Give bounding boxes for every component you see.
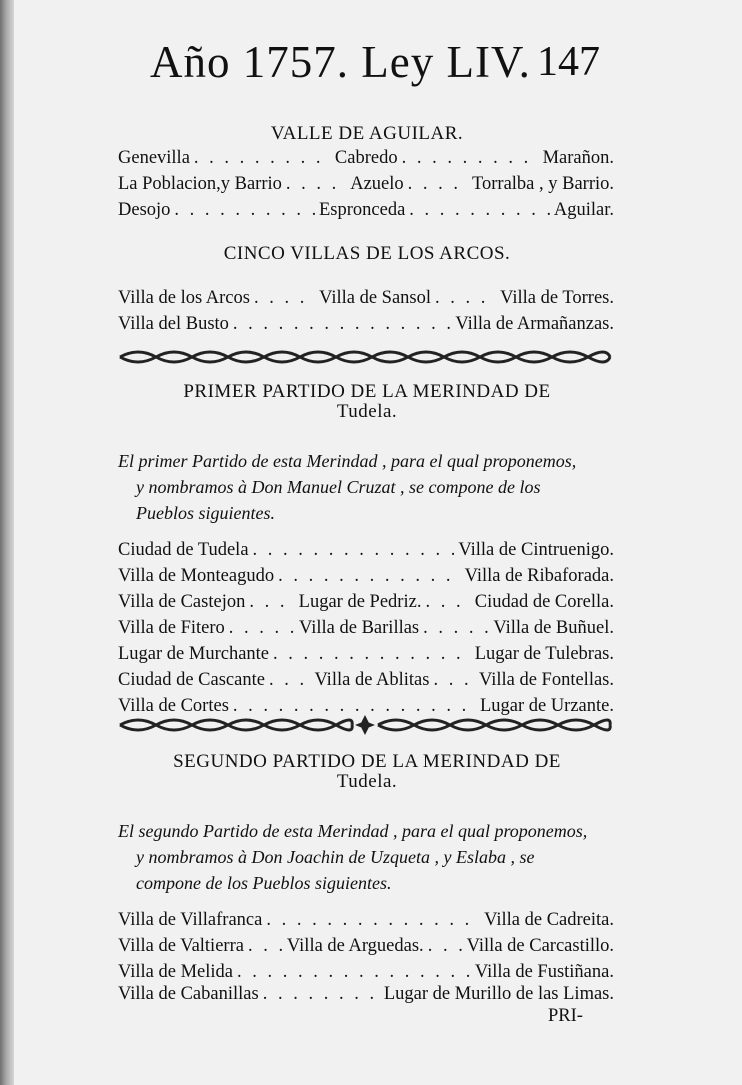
- list-entry: Aguilar.: [553, 200, 614, 220]
- list-row: [118, 314, 614, 340]
- list-entry: Espronceda: [319, 200, 406, 220]
- list-row: [118, 618, 614, 644]
- intro-line: El segundo Partido de esta Merindad , para el qual proponemos,: [118, 821, 588, 841]
- list-row: [118, 592, 614, 618]
- intro-line: compone de los Pueblos siguientes.: [136, 873, 392, 893]
- list-entry: Villa del Busto: [118, 314, 229, 334]
- list-entry: Torralba , y Barrio.: [471, 174, 615, 194]
- list-entry: Cabredo: [334, 148, 398, 168]
- section-heading-valle-de-aguilar: VALLE DE AGUILAR.: [270, 123, 464, 144]
- intro-paragraph: [118, 818, 616, 896]
- list-entry: Villa de los Arcos: [118, 288, 250, 308]
- list-row: [118, 566, 614, 592]
- list-entry: Villa de Castejon: [118, 592, 246, 612]
- list-entry: Villa de Ablitas: [314, 670, 430, 690]
- catchword: PRI-: [548, 1006, 583, 1026]
- list-entry: Villa de Cadreita.: [484, 910, 614, 930]
- list-entry: Villa de Cabanillas: [118, 984, 259, 1004]
- section-heading-cinco-villas: CINCO VILLAS DE LOS ARCOS.: [223, 243, 511, 264]
- list-entry: Villa de Barillas: [299, 618, 420, 638]
- list-entry: Villa de Monteagudo: [118, 566, 275, 586]
- list-row: [118, 288, 614, 314]
- intro-paragraph: [118, 448, 616, 526]
- section-heading-segundo-partido: SEGUNDO PARTIDO DE LA MERINDAD DE: [173, 751, 561, 772]
- list-entry: Azuelo: [350, 174, 404, 194]
- list-entry: Lugar de Murillo de las Limas.: [383, 984, 614, 1004]
- list-row: [118, 936, 614, 962]
- list-entry: Villa de Cintruenigo.: [458, 540, 614, 560]
- list-row: [118, 984, 614, 1010]
- list-row: [118, 910, 614, 936]
- list-entry: Ciudad de Tudela: [118, 540, 249, 560]
- list-row: [118, 644, 614, 670]
- intro-line: y nombramos à Don Manuel Cruzat , se compone de los: [136, 477, 541, 497]
- intro-line: Pueblos siguientes.: [136, 503, 275, 523]
- section-heading-primer-partido-city: Tudela.: [336, 401, 398, 422]
- list-entry: Genevilla: [118, 148, 190, 168]
- list-entry: Villa de Fustiñana.: [474, 962, 614, 982]
- list-entry: Villa de Fitero: [118, 618, 225, 638]
- running-title: Año 1757. Ley LIV.: [150, 37, 531, 87]
- list-entry: Villa de Arguedas.: [286, 936, 424, 956]
- list-entry: Lugar de Urzante.: [479, 696, 614, 716]
- list-entry: Desojo: [118, 200, 171, 220]
- list-row: [118, 540, 614, 566]
- list-entry: Villa de Cortes: [118, 696, 229, 716]
- list-entry: Villa de Fontellas.: [478, 670, 614, 690]
- list-entry: Lugar de Murchante: [118, 644, 270, 664]
- intro-line: y nombramos à Don Joachin de Uzqueta , y Eslaba , se: [136, 847, 535, 867]
- ornament-divider: [118, 346, 612, 368]
- list-entry: Villa de Buñuel.: [493, 618, 615, 638]
- list-entry: Villa de Carcastillo.: [466, 936, 615, 956]
- list-entry: Villa de Armañanzas.: [455, 314, 614, 334]
- list-entry: Villa de Ribaforada.: [464, 566, 614, 586]
- list-row: [118, 670, 614, 696]
- ornament-divider: [118, 714, 612, 736]
- list-entry: Villa de Valtierra: [118, 936, 244, 956]
- list-entry: Villa de Sansol: [319, 288, 432, 308]
- list-entry: Lugar de Pedriz.: [298, 592, 422, 612]
- intro-line: El primer Partido de esta Merindad , para el qual proponemos,: [118, 451, 577, 471]
- list-entry: La Poblacion,y Barrio: [118, 174, 282, 194]
- section-heading-primer-partido: PRIMER PARTIDO DE LA MERINDAD DE: [183, 381, 551, 402]
- page-header: [150, 36, 610, 96]
- list-entry: Ciudad de Corella.: [474, 592, 615, 612]
- list-entry: Marañon.: [542, 148, 614, 168]
- list-entry: Villa de Melida: [118, 962, 233, 982]
- page-number: 147: [537, 39, 600, 85]
- section-heading-segundo-partido-city: Tudela.: [336, 771, 398, 792]
- list-entry: Ciudad de Cascante: [118, 670, 265, 690]
- list-row: [118, 174, 614, 200]
- list-entry: Villa de Villafranca: [118, 910, 263, 930]
- book-binding-edge: [0, 0, 14, 1085]
- list-entry: Villa de Torres.: [500, 288, 614, 308]
- list-row: [118, 200, 614, 226]
- list-row: [118, 148, 614, 174]
- list-entry: Lugar de Tulebras.: [474, 644, 614, 664]
